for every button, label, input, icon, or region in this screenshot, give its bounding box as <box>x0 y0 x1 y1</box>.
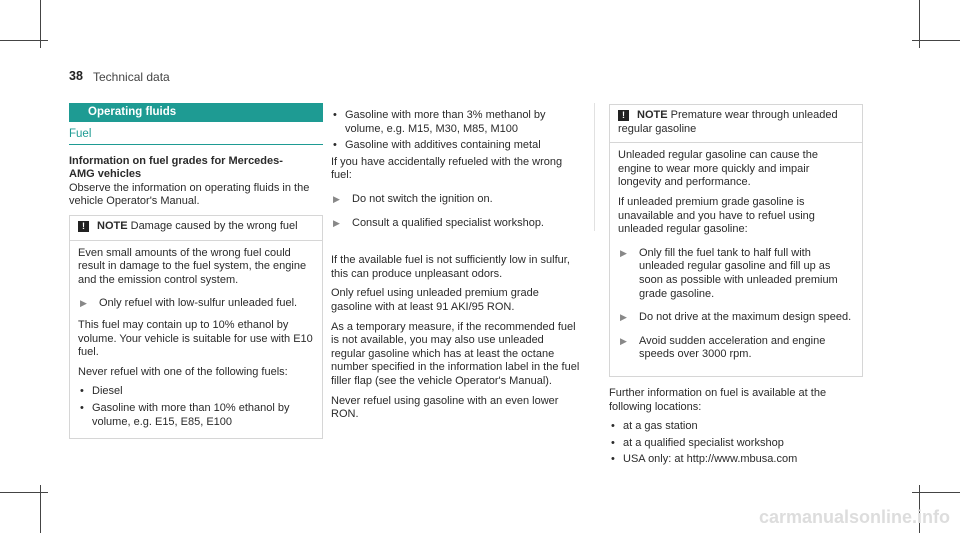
note-label: NOTE <box>97 219 128 232</box>
note-text: Even small amounts of the wrong fuel could result in damage to the fuel system, the engine and the emission control system. <box>78 246 307 286</box>
warning-icon: ! <box>618 110 629 121</box>
arrow-icon: ▶ <box>333 217 340 228</box>
body-text: As a temporary measure, if the recommended fuel is not available, you may also use unleaded regular gasoline which has at least the octane number specified in the information label in the fuel filler flap (see the vehicle Operator's Manual). <box>331 320 580 387</box>
list-item: • at a qualified specialist workshop <box>609 437 863 451</box>
crop-mark <box>912 40 960 41</box>
note-text: Unleaded regular gasoline can cause the engine to wear more quickly and impair longevity and performance. <box>618 149 818 189</box>
step-text: Do not switch the ignition on. <box>352 192 493 205</box>
step-text: Only fill the fuel tank to half full with unleaded regular gasoline and fill up as soon as possible with unleaded premium grade gasoline. <box>639 246 838 300</box>
note-header <box>610 105 862 143</box>
page-title: Technical data <box>93 70 170 84</box>
crop-mark <box>912 492 960 493</box>
body-text: Further information on fuel is available at the following locations: <box>609 386 827 413</box>
arrow-icon: ▶ <box>620 335 627 346</box>
step-text: Do not drive at the maximum design speed. <box>639 311 852 324</box>
warning-icon: ! <box>78 221 89 232</box>
middle-column <box>331 106 581 428</box>
list-item: • Gasoline with more than 3% methanol by volume, e.g. M15, M30, M85, M100 <box>331 109 581 136</box>
section-title: Operating fluids <box>69 103 323 122</box>
crop-mark <box>0 492 48 493</box>
instruction-step <box>331 193 581 207</box>
note-label: NOTE <box>637 109 668 121</box>
watermark: carmanualsonline.info <box>758 507 950 527</box>
left-column <box>69 103 323 449</box>
list-item: • Gasoline with additives containing metal <box>331 139 581 153</box>
page-number: 38 <box>69 69 83 83</box>
info-heading-line1: Information on fuel grades for Mercedes- <box>69 154 283 167</box>
instruction-step <box>78 297 314 311</box>
right-column <box>609 104 863 470</box>
list-item: • Diesel <box>78 385 314 399</box>
column-divider <box>594 103 595 231</box>
body-text: If the available fuel is not sufficiently low in sulfur, this can produce unpleasant odors. <box>331 254 570 280</box>
note-text: If unleaded premium grade gasoline is unavailable and you have to refuel using unleaded regular gasoline: <box>618 195 815 236</box>
list-item: • at a gas station <box>609 420 863 434</box>
arrow-icon: ▶ <box>620 312 627 323</box>
instruction-step <box>618 335 854 362</box>
list-item: • Gasoline with more than 10% ethanol by volume, e.g. E15, E85, E100 <box>78 402 314 429</box>
subsection-title: Fuel <box>69 128 323 145</box>
step-text: Avoid sudden acceleration and engine speeds over 3000 rpm. <box>639 334 826 361</box>
note-body <box>610 143 862 376</box>
instruction-step <box>331 217 581 231</box>
note-title: Damage caused by the wrong fuel <box>130 219 298 232</box>
note-text: Never refuel with one of the following fuels: <box>78 365 288 378</box>
intro-text: Observe the information on operating fluids in the vehicle Operator's Manual. <box>69 181 310 208</box>
crop-mark <box>0 40 48 41</box>
note-box-damage <box>69 215 323 439</box>
note-body <box>70 241 322 439</box>
note-box-premature-wear <box>609 104 863 377</box>
body-text: If you have accidentally refueled with the wrong fuel: <box>331 155 563 182</box>
note-text: This fuel may contain up to 10% ethanol by volume. Your vehicle is suitable for use with E10 fuel. <box>78 318 313 359</box>
arrow-icon: ▶ <box>80 298 87 309</box>
step-text: Consult a qualified specialist workshop. <box>352 216 544 229</box>
instruction-step <box>618 247 854 301</box>
body-text: Never refuel using gasoline with an even lower RON. <box>331 394 559 421</box>
instruction-step <box>618 311 854 325</box>
note-title: Premature wear through unleaded regular gasoline <box>618 109 838 135</box>
list-item: • USA only: at http://www.mbusa.com <box>609 453 863 467</box>
info-heading-line2: AMG vehicles <box>69 168 142 181</box>
arrow-icon: ▶ <box>620 247 627 258</box>
arrow-icon: ▶ <box>333 193 340 204</box>
step-text: Only refuel with low-sulfur unleaded fuel. <box>99 297 298 310</box>
body-text: Only refuel using unleaded premium grade gasoline with at least 91 AKI/95 RON. <box>331 287 539 313</box>
note-header <box>70 216 322 241</box>
